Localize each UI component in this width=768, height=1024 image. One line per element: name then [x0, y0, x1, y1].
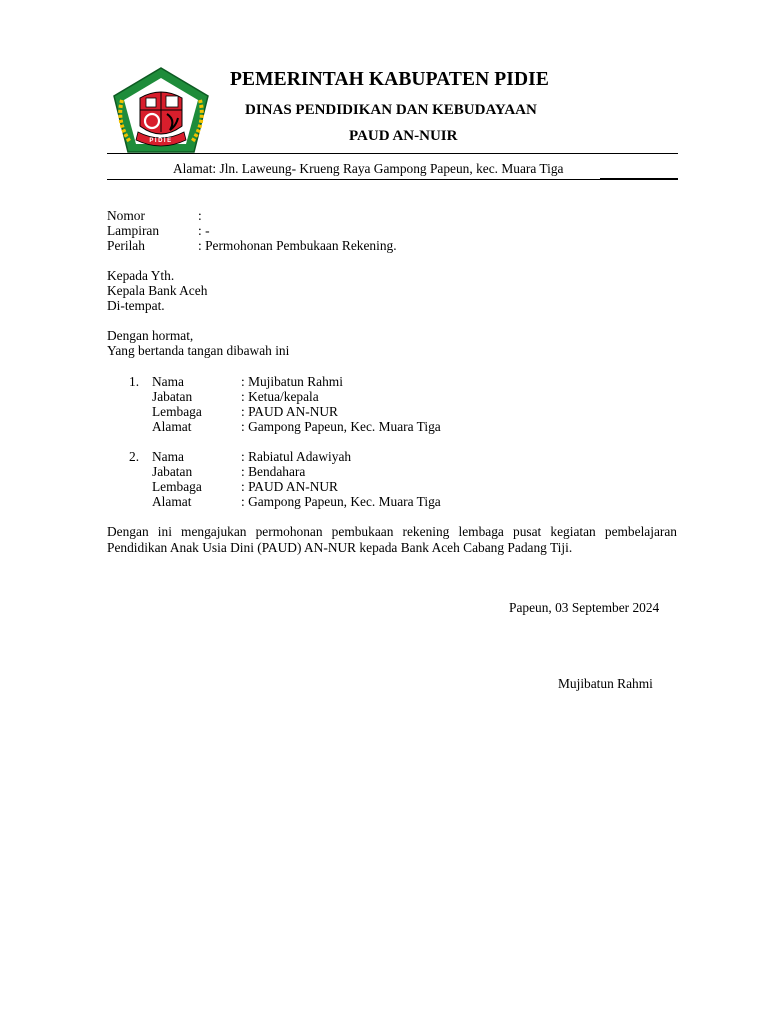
- letterhead-department: DINAS PENDIDIKAN DAN KEBUDAYAAN: [245, 102, 537, 118]
- greeting: Dengan hormat,: [107, 328, 194, 343]
- field-label: Lembaga: [152, 479, 202, 494]
- field-value: : Mujibatun Rahmi: [241, 374, 343, 389]
- field-value: : Ketua/kepala: [241, 389, 319, 404]
- signer-name: Mujibatun Rahmi: [558, 676, 653, 691]
- meta-lampiran-value: : -: [198, 223, 210, 238]
- recipient-line-3: Di-tempat.: [107, 298, 165, 313]
- field-label: Jabatan: [152, 464, 193, 479]
- meta-nomor-label: Nomor: [107, 208, 145, 223]
- field-label: Nama: [152, 374, 184, 389]
- meta-perihal-value: : Permohonan Pembukaan Rekening.: [198, 238, 397, 253]
- recipient-line-2: Kepala Bank Aceh: [107, 283, 208, 298]
- field-label: Nama: [152, 449, 184, 464]
- letterhead-title: PEMERINTAH KABUPATEN PIDIE: [230, 69, 549, 90]
- field-label: Jabatan: [152, 389, 193, 404]
- body-paragraph: Dengan ini mengajukan permohonan pembukaan rekening lembaga pusat kegiatan pembelajaran Pendidikan Anak Usia Dini (PAUD) AN-NUR kepada Bank Aceh Cabang Padang Tiji.: [107, 524, 677, 555]
- field-value: : Gampong Papeun, Kec. Muara Tiga: [241, 419, 441, 434]
- pidie-regency-seal-icon: [112, 66, 210, 154]
- field-value: : PAUD AN-NUR: [241, 479, 338, 494]
- recipient-line-1: Kepada Yth.: [107, 268, 175, 283]
- list-number: 2.: [129, 449, 140, 464]
- svg-text:PIDIE: PIDIE: [149, 138, 173, 144]
- meta-lampiran-label: Lampiran: [107, 223, 160, 238]
- letterhead-rule-top: [107, 153, 678, 154]
- field-value: : Rabiatul Adawiyah: [241, 449, 352, 464]
- letterhead-address: Alamat: Jln. Laweung- Krueng Raya Gampong Papeun, kec. Muara Tiga: [173, 161, 564, 176]
- letterhead-institution: PAUD AN-NUIR: [349, 128, 458, 144]
- field-value: : Gampong Papeun, Kec. Muara Tiga: [241, 494, 441, 509]
- field-value: : Bendahara: [241, 464, 306, 479]
- list-number: 1.: [129, 374, 140, 389]
- intro: Yang bertanda tangan dibawah ini: [107, 343, 290, 358]
- meta-perihal-label: Perilah: [107, 238, 145, 253]
- meta-nomor-value: :: [198, 208, 202, 223]
- field-label: Lembaga: [152, 404, 202, 419]
- letterhead-rule-accent: [600, 178, 678, 180]
- field-label: Alamat: [152, 419, 192, 434]
- field-value: : PAUD AN-NUR: [241, 404, 338, 419]
- field-label: Alamat: [152, 494, 192, 509]
- place-date: Papeun, 03 September 2024: [509, 600, 660, 615]
- letterhead-rule-bottom: [107, 179, 678, 180]
